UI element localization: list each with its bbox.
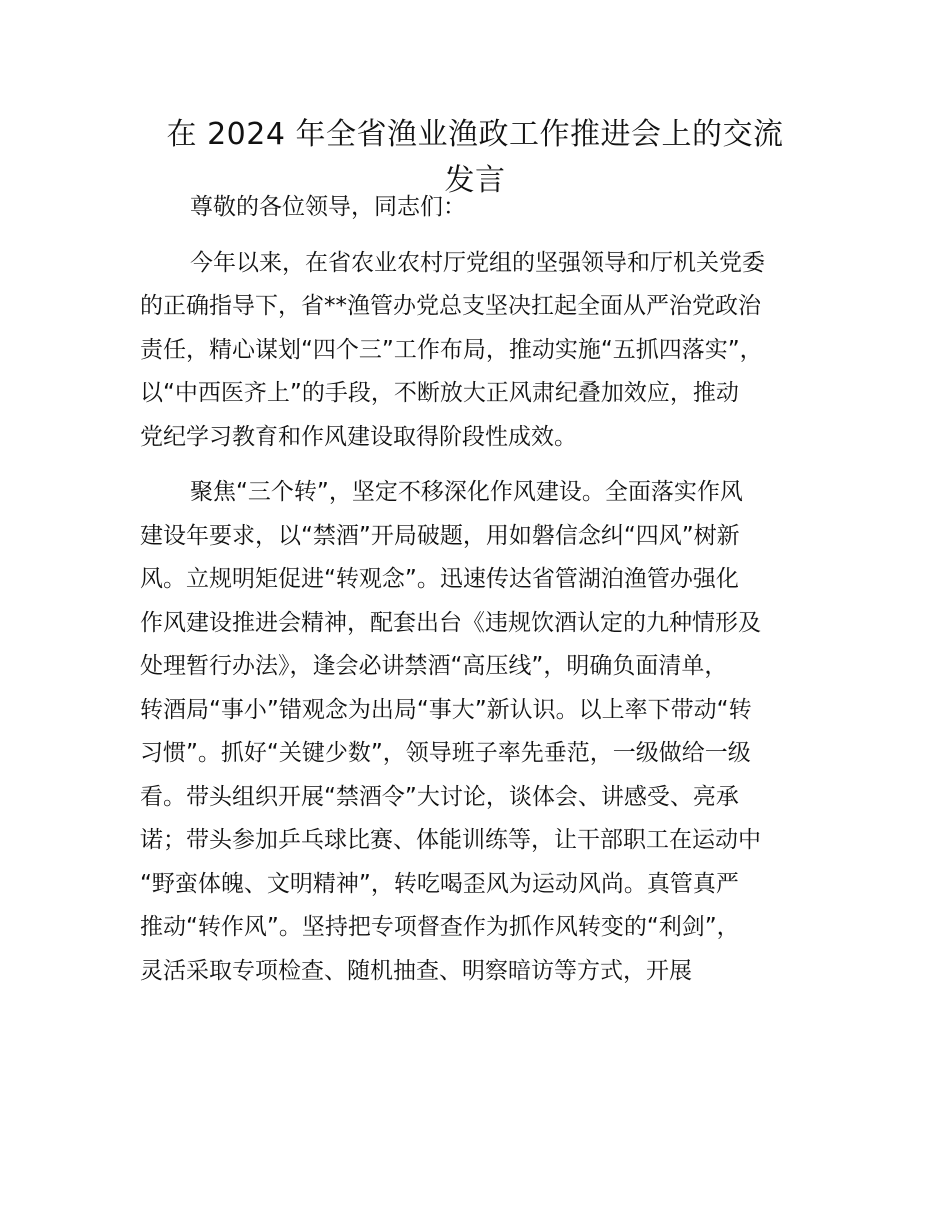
paragraph-line: 责任，精心谋划“四个三”工作布局，推动实施“五抓四落实”， <box>140 336 763 363</box>
paragraph-line: 今年以来，在省农业农村厅党组的坚强领导和厅机关党委 <box>190 249 765 276</box>
paragraph-line: 推动“转作风”。坚持把专项督查作为抓作风转变的“利剑”， <box>140 914 740 940</box>
paragraph-line: 的正确指导下，省**渔管办党总支坚决扛起全面从严治党政治 <box>140 293 761 319</box>
paragraph-line: 诺；带头参加乒乓球比赛、体能训练等，让干部职工在运动中 <box>140 827 761 853</box>
paragraph-1 <box>140 242 830 460</box>
paragraph-line: 作风建设推进会精神，配套出台《违规饮酒认定的九种情形及 <box>140 609 761 636</box>
paragraph-line: 以“中西医齐上”的手段，不断放大正风肃纪叠加效应，推动 <box>140 380 739 406</box>
title-line: 发言 <box>444 163 506 198</box>
paragraph-line: 风。立规明矩促进“转观念”。迅速传达省管湖泊渔管办强化 <box>140 566 739 592</box>
paragraph-line: 看。带头组织开展“禁酒令”大讨论，谈体会、讲感受、亮承 <box>140 783 739 810</box>
greeting-paragraph <box>140 186 830 230</box>
paragraph-line: 处理暂行办法》，逢会必讲禁酒“高压线”，明确负面清单， <box>140 653 728 679</box>
paragraph-line: 灵活采取专项检查、随机抽查、明察暗访等方式，开展 <box>140 957 692 984</box>
paragraph-2 <box>140 471 830 993</box>
paragraph-line: 转酒局“事小”错观念为出局“事大”新认识。以上率下带动“转 <box>140 696 752 723</box>
document-body <box>140 186 830 993</box>
title-line: 在 2024 年全省渔业渔政工作推进会上的交流 <box>166 117 784 152</box>
paragraph-line: 党纪学习教育和作风建设取得阶段性成效。 <box>140 423 577 450</box>
paragraph-line: 习惯”。抓好“关键少数”，领导班子率先垂范，一级做给一级 <box>140 740 751 766</box>
paragraph-line: 聚焦“三个转”，坚定不移深化作风建设。全面落实作风 <box>190 479 743 505</box>
greeting-text: 尊敬的各位领导，同志们： <box>190 194 466 220</box>
paragraph-line: “野蛮体魄、文明精神”，转吃喝歪风为运动风尚。真管真严 <box>140 870 739 897</box>
paragraph-line: 建设年要求，以“禁酒”开局破题，用如磐信念纠“四风”树新 <box>140 522 740 549</box>
